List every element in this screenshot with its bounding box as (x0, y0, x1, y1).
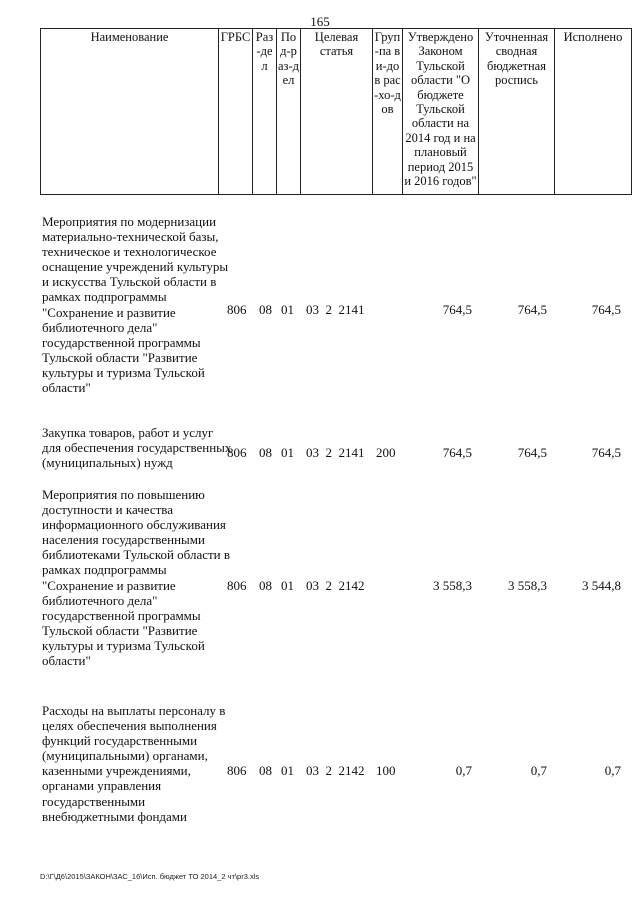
row-utochnennaya: 764,5 (517, 302, 547, 317)
header-name: Наименование (41, 29, 219, 195)
row-utochnennaya: 3 558,3 (508, 578, 547, 593)
table-header (40, 28, 632, 195)
row-name: Закупка товаров, работ и услуг для обеспечения государственных (муниципальных) нужд (42, 425, 232, 471)
row-razdel: 08 (259, 578, 272, 593)
row-podrazdel: 01 (281, 445, 294, 460)
row-grbs: 806 (227, 578, 247, 593)
row-podrazdel: 01 (281, 302, 294, 317)
row-gruppa: 100 (376, 763, 396, 778)
page-number: 165 (310, 14, 330, 29)
row-grbs: 806 (227, 763, 247, 778)
row-tselevaya: 03 2 2142 (306, 763, 365, 778)
row-grbs: 806 (227, 302, 247, 317)
header-podrazdel: Под-раз-дел (277, 29, 301, 195)
row-podrazdel: 01 (281, 763, 294, 778)
row-tselevaya: 03 2 2141 (306, 302, 365, 317)
header-gruppa: Груп-па ви-дов рас-хо-дов (373, 29, 403, 195)
row-razdel: 08 (259, 302, 272, 317)
header-tselevaya: Целевая статья (301, 29, 373, 195)
row-ispolneno: 764,5 (591, 302, 621, 317)
row-gruppa: 200 (376, 445, 396, 460)
header-razdel: Раз-дел (253, 29, 277, 195)
row-podrazdel: 01 (281, 578, 294, 593)
row-utochnennaya: 0,7 (530, 763, 547, 778)
row-name: Мероприятия по модернизации материально-технической базы, техническое и технологическое оснащение учреждений культуры и искусства Тульской области в рамках подпрограммы "Сохранение и развитие библиотечного дела" государственной программы Тульской области "Развитие культуры и туризма Тульской области" (42, 214, 229, 396)
row-name: Расходы на выплаты персоналу в целях обеспечения выполнения функций государственными (муниципальными) органами, казенными учреждениями, органами управления государственными внебюджетными фондами (42, 703, 226, 824)
row-tselevaya: 03 2 2141 (306, 445, 365, 460)
row-utochnennaya: 764,5 (517, 445, 547, 460)
row-ispolneno: 0,7 (604, 763, 621, 778)
footer-file-path: D:\Г\Д6\2015\ЗАКОН\ЗАС_16\Исп. бюджет ТО 2014_2 чт\pr3.xls (40, 872, 260, 881)
row-utverzhdeno: 3 558,3 (433, 578, 472, 593)
row-ispolneno: 3 544,8 (582, 578, 621, 593)
row-razdel: 08 (259, 445, 272, 460)
row-utverzhdeno: 764,5 (442, 445, 472, 460)
header-utochnennaya: Уточненная сводная бюджетная роспись (479, 29, 555, 195)
header-ispolneno: Исполнено (555, 29, 632, 195)
row-tselevaya: 03 2 2142 (306, 578, 365, 593)
row-ispolneno: 764,5 (591, 445, 621, 460)
header-grbs: ГРБС (219, 29, 253, 195)
row-utverzhdeno: 0,7 (455, 763, 472, 778)
row-utverzhdeno: 764,5 (442, 302, 472, 317)
row-grbs: 806 (227, 445, 247, 460)
header-utverzhdeno: Утверждено Законом Тульской области "О бюджете Тульской области на 2014 год и на плановый период 2015 и 2016 годов" (403, 29, 479, 195)
row-razdel: 08 (259, 763, 272, 778)
row-name: Мероприятия по повышению доступности и качества информационного обслуживания населения государственными библиотеками Тульской области в рамках подпрограммы "Сохранение и развитие библиотечного дела" государственной программы Тульской области "Развитие культуры и туризма Тульской области" (42, 487, 231, 669)
